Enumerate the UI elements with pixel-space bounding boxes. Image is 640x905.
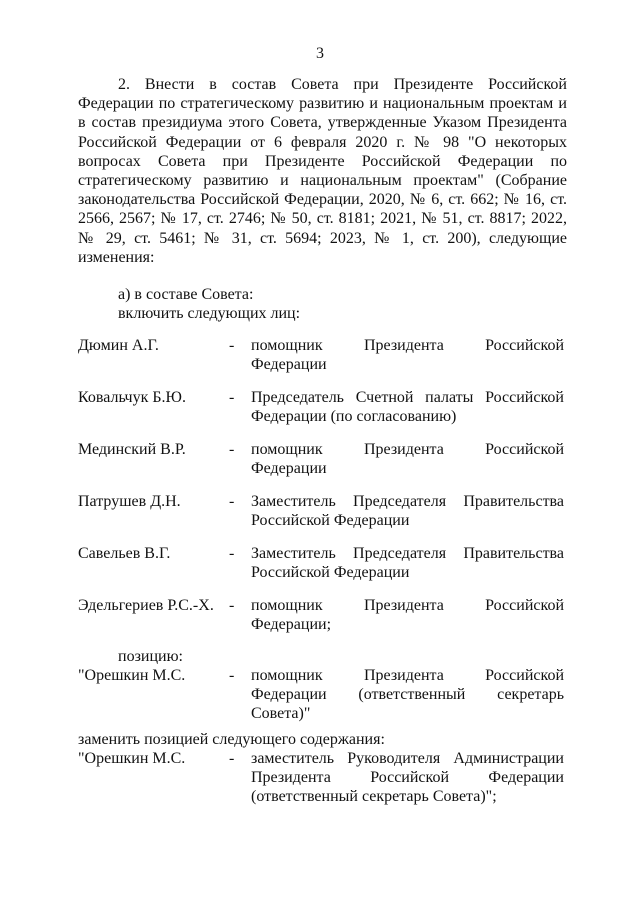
- role-line: помощник Президента Российской: [251, 441, 564, 458]
- dash-separator: -: [229, 667, 235, 684]
- member-name: Ковальчук Б.Ю.: [78, 389, 186, 406]
- member-role: [251, 388, 564, 426]
- dash-separator: -: [229, 441, 235, 458]
- role-line: помощник Президента Российской: [251, 597, 564, 614]
- page-number: 3: [316, 45, 324, 62]
- role-line: Федерации (по согласованию): [251, 408, 457, 426]
- dash-separator: -: [229, 493, 235, 510]
- role-line: Российской Федерации: [251, 512, 410, 530]
- old-position-name: "Орешкин М.С.: [78, 667, 186, 684]
- position-label: позицию:: [118, 648, 183, 665]
- role-line: Заместитель Председателя Правительства: [251, 493, 564, 510]
- subitem-a: а) в составе Совета:: [118, 286, 254, 303]
- role-line: Заместитель Председателя Правительства: [251, 545, 564, 562]
- role-line: Председатель Счетной палаты Российской: [251, 389, 564, 406]
- member-name: Мединский В.Р.: [78, 441, 186, 458]
- role-line: Федерации (ответственный секретарь: [251, 686, 564, 704]
- role-line: помощник Президента Российской: [251, 337, 564, 354]
- replace-text: заменить позицией следующего содержания:: [78, 731, 385, 748]
- role-line: помощник Президента Российской: [251, 667, 564, 684]
- role-line: Российской Федерации: [251, 564, 410, 582]
- amendment-paragraph: 2. Внести в состав Совета при Президенте Российской Федерации по стратегическому развитию и национальным проектам и в состав президиума этого Совета, утвержденные Указом Президента Российской Федерации от 6 февраля 2020 г. № 98 "О некоторых вопросах Совета при Президенте Российской Федерации по стратегическому развитию и национальным проектам" (Собрание законодательства Российской Федерации, 2020, № 6, ст. 662; № 16, ст. 2566, 2567; № 17, ст. 2746; № 50, ст. 8181; 2021, № 51, ст. 8817; 2022, № 29, ст. 5461; № 31, ст. 5694; 2023, № 1, ст. 200), следующие изменения:: [78, 76, 567, 266]
- role-line: Президента Российской Федерации: [251, 769, 564, 787]
- member-role: [251, 440, 564, 478]
- role-line: Федерации;: [251, 616, 332, 634]
- role-line: Федерации: [251, 356, 327, 374]
- role-line: Совета)": [251, 705, 311, 723]
- member-name: Эдельгериев Р.С.-Х.: [78, 597, 214, 614]
- member-role: [251, 492, 564, 530]
- member-name: Савельев В.Г.: [78, 545, 171, 562]
- include-text: включить следующих лиц:: [118, 305, 301, 322]
- member-name: Дюмин А.Г.: [78, 337, 159, 354]
- dash-separator: -: [229, 389, 235, 406]
- dash-separator: -: [229, 545, 235, 562]
- new-position-name: "Орешкин М.С.: [78, 750, 186, 767]
- role-line: Федерации: [251, 460, 327, 478]
- member-role: [251, 596, 564, 634]
- dash-separator: -: [229, 597, 235, 614]
- dash-separator: -: [229, 337, 235, 354]
- member-role: [251, 336, 564, 374]
- dash-separator: -: [229, 750, 235, 767]
- member-role: [251, 544, 564, 582]
- new-position-role: [251, 749, 564, 807]
- role-line: (ответственный секретарь Совета)";: [251, 788, 497, 806]
- old-position-role: [251, 666, 564, 724]
- role-line: заместитель Руководителя Администрации: [251, 750, 564, 767]
- member-name: Патрушев Д.Н.: [78, 493, 181, 510]
